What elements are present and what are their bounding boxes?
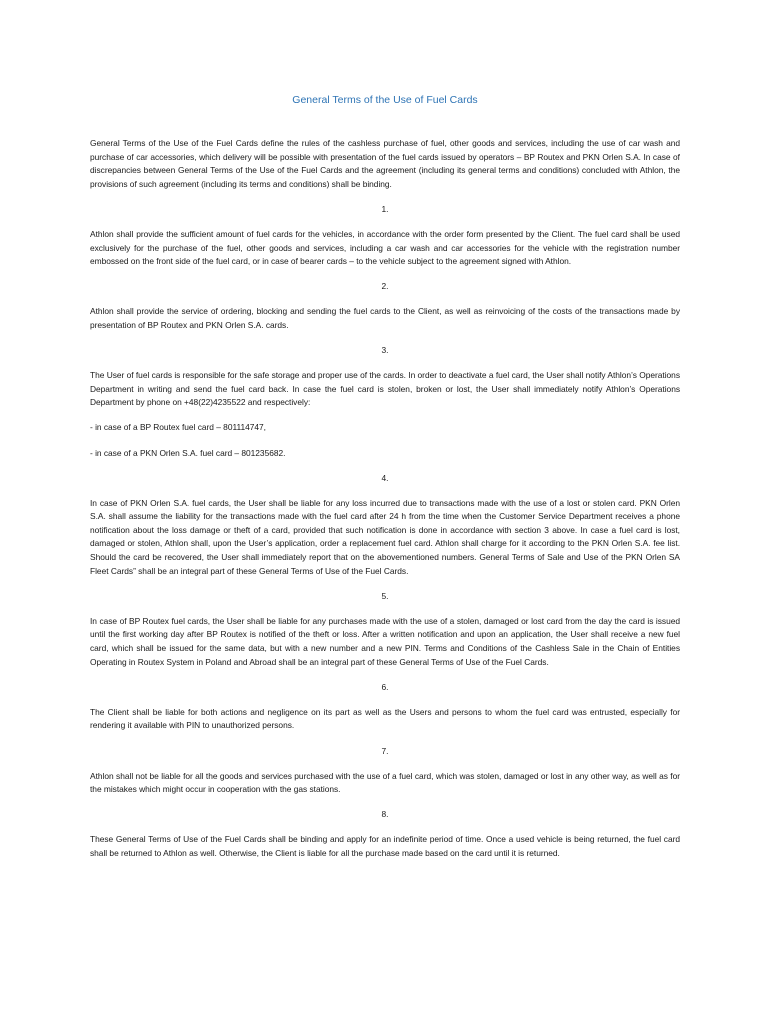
section-1-paragraph: Athlon shall provide the sufficient amount of fuel cards for the vehicles, in accordance with the order form presented by the Client. The fuel card shall be used exclusively for the purchase of the fuel, other goods and services, including a car wash and car accessories for the vehicle with the registration number embossed on the front side of the fuel card, or in case of bearer cards – to the vehicle subject to the agreement signed with Athlon. <box>90 228 680 267</box>
section-8-paragraph: These General Terms of Use of the Fuel Cards shall be binding and apply for an indefinite period of time. Once a used vehicle is being returned, the fuel card shall be returned to Athlon as well. Otherwise, the Client is liable for all the purchase made based on the card until it is returned. <box>90 834 680 858</box>
section-number-5: 5. <box>381 590 389 601</box>
section-number-2: 2. <box>381 281 389 292</box>
section-2-paragraph: Athlon shall provide the service of ordering, blocking and sending the fuel cards to the Client, as well as reinvoicing of the costs of the transactions made by presentation of BP Routex and PKN Orlen S.A. cards. <box>90 306 680 330</box>
section-number-6: 6. <box>381 681 389 692</box>
document-body <box>90 137 680 872</box>
section-7-paragraph: Athlon shall not be liable for all the goods and services purchased with the use of a fuel card, which was stolen, damaged or lost in any other way, as well as for the mistakes which might occur in cooperation with the gas stations. <box>90 770 680 795</box>
section-3-paragraph: The User of fuel cards is responsible for the safe storage and proper use of the cards. In order to deactivate a fuel card, the User shall notify Athlon’s Operations Department in writing and send the fuel card back. In case the fuel card is stolen, broken or lost, the User shall immediately notify Athlon’s Operations Department by phone on +48(22)4235522 and respectively: <box>90 370 680 408</box>
section-number-8: 8. <box>381 809 389 820</box>
section-6-paragraph: The Client shall be liable for both actions and negligence on its part as well as the Users and persons to whom the fuel card was entrusted, especially for rendering it available with PIN to unauthorized persons. <box>90 706 680 731</box>
section-3-bp-routex-line: - in case of a BP Routex fuel card – 801114747, <box>90 422 266 433</box>
section-number-7: 7. <box>381 745 389 756</box>
section-5-paragraph: In case of BP Routex fuel cards, the User shall be liable for any purchases made with the use of a stolen, damaged or lost card from the day the card is issued until the first working day after BP Routex is notified of the theft or loss. After a written notification and upon an application, the User shall receive a new fuel card, which shall be issued for the same data, but with a new number and a new PIN. Terms and Conditions of the Cashless Sale in the Chain of Entities Operating in Routex System in Poland and Abroad shall be an integral part of these General Terms of Use of the Fuel Cards. <box>90 615 680 667</box>
section-number-3: 3. <box>381 345 389 356</box>
intro-paragraph: General Terms of the Use of the Fuel Cards define the rules of the cashless purchase of fuel, other goods and services, including the use of car wash and purchase of car accessories, which delivery will be possible with presentation of the fuel cards issued by operators – BP Routex and PKN Orlen S.A. In case of discrepancies between General Terms of the Use of the Fuel Cards and the agreement (including its general terms and conditions) concluded with Athlon, the provisions of such agreement (including its terms and conditions) shall be binding. <box>90 138 680 189</box>
document-title: General Terms of the Use of Fuel Cards <box>292 94 478 106</box>
section-number-4: 4. <box>381 472 389 483</box>
section-4-paragraph: In case of PKN Orlen S.A. fuel cards, the User shall be liable for any loss incurred due to transactions made with the use of a lost or stolen card. PKN Orlen S.A. shall assume the liability for the transactions made with the fuel card after 24 h from the time when the Customer Service Department receives a phone notification about the loss damage or theft of a card, provided that such notification is done in accordance with section 3 above. In case a fuel card is lost, damaged or stolen, Athlon shall, upon the User’s application, order a replacement fuel card. Athlon shall charge for it according to the PKN Orlen S.A. fee list. Should the card be recovered, the User shall immediately report that on the abovementioned numbers. General Terms of Sale and Use of the PKN Orlen SA Fleet Cards” shall be an integral part of these General Terms of Use of the Fuel Cards. <box>90 497 680 576</box>
section-3-pkn-orlen-line: - in case of a PKN Orlen S.A. fuel card – 801235682. <box>90 447 286 458</box>
section-number-1: 1. <box>381 203 389 214</box>
